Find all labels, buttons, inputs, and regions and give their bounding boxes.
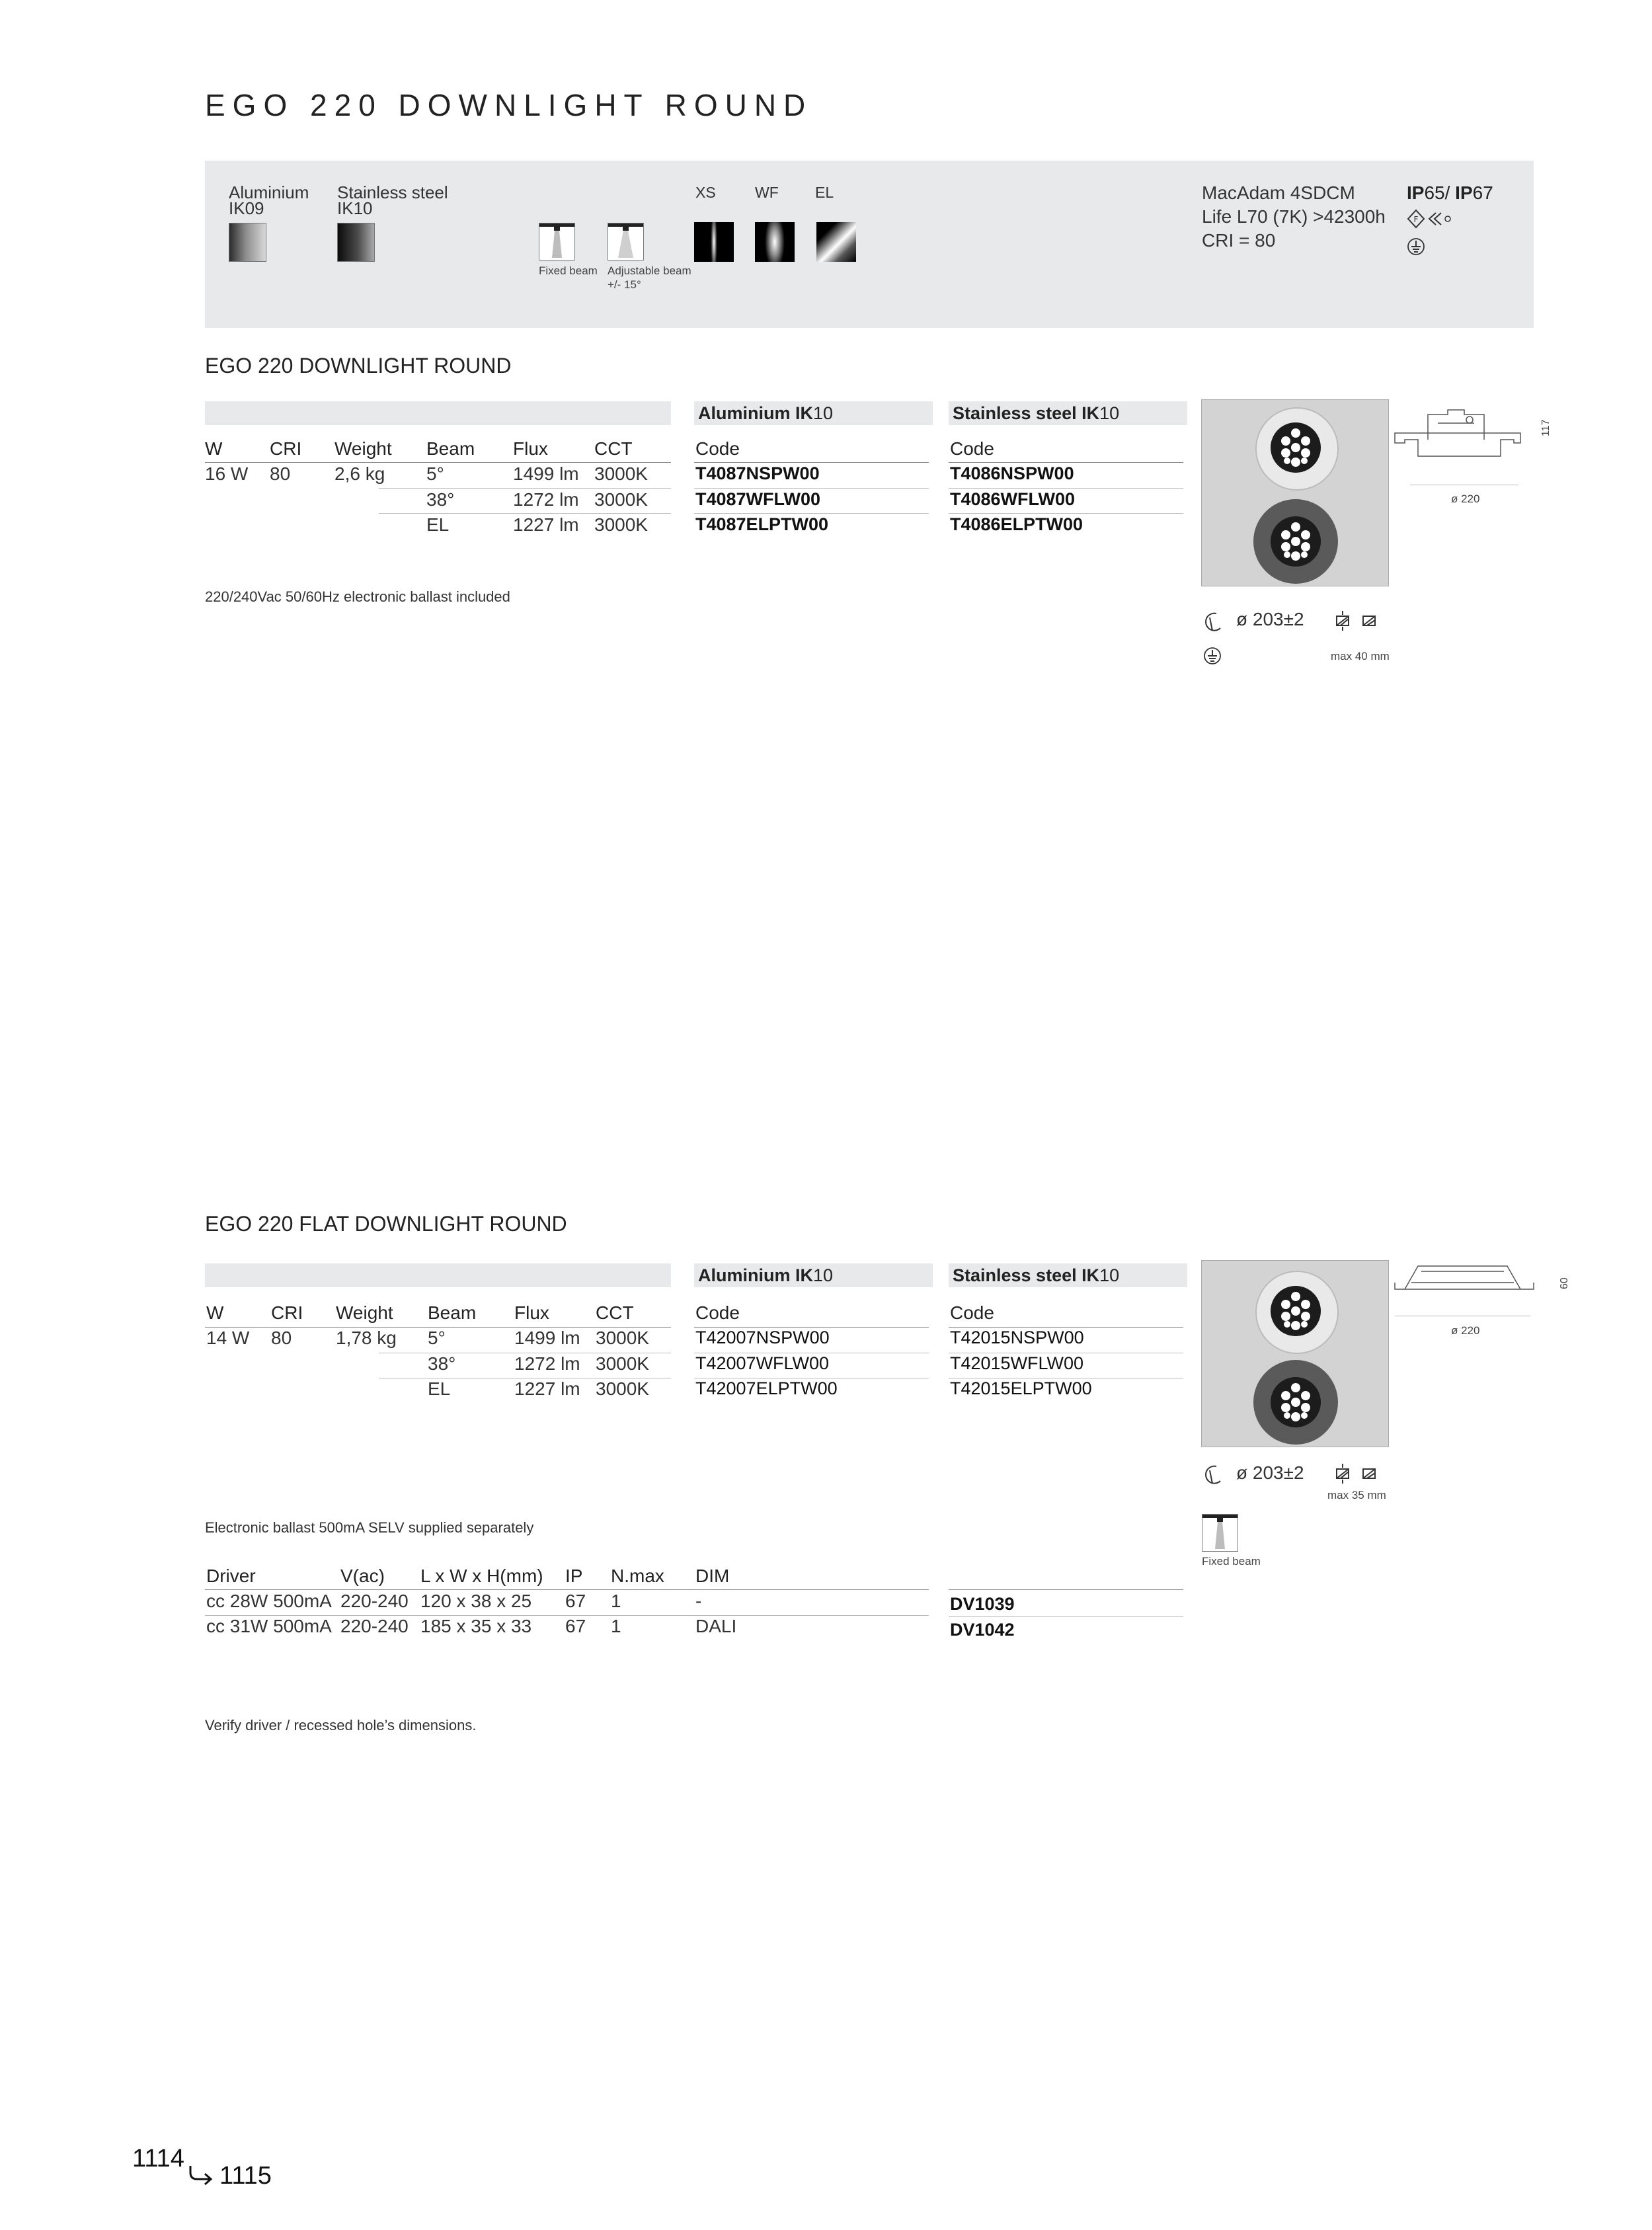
next-page-link[interactable]: 1115 [219,2162,272,2190]
table-cell: 220-240 [340,1616,409,1636]
optic-xs-swatch [694,222,734,262]
ceiling-thickness-icon [1334,1462,1379,1485]
spec-cri: CRI = 80 [1202,230,1276,251]
table-cell: 3000K [596,1378,649,1399]
table-cell: 1272 lm [513,489,579,510]
driver-header-rule [205,1589,929,1590]
s2-col-beam: Beam [428,1302,477,1323]
section2-title: EGO 220 FLAT DOWNLIGHT ROUND [205,1212,567,1236]
s2-alu-code-label: Code [695,1302,740,1323]
table-cell: 1,78 kg [336,1328,397,1348]
product-photo [1201,1260,1389,1447]
continue-arrow-icon [186,2165,214,2186]
table-cell: 1227 lm [513,514,579,535]
product-photo [1201,399,1389,586]
finish-stainless-label: Stainless steel [337,182,448,202]
section1-note: 220/240Vac 50/60Hz electronic ballast included [205,588,510,605]
table-cell: 185 x 35 x 33 [420,1616,532,1636]
spec-macadam: MacAdam 4SDCM [1202,182,1355,203]
driver-code-rule [949,1589,1183,1590]
product-code: T42015NSPW00 [950,1328,1084,1347]
table-cell: 3000K [596,1353,649,1374]
cutout-dimension: ø 203±2 [1236,609,1304,629]
finish-stainless-ik: IK10 [337,198,373,218]
row-divider [379,513,671,514]
row-divider [949,1616,1183,1617]
product-code: T42015WFLW00 [950,1353,1084,1373]
s1-col-weight: Weight [334,438,392,459]
table-cell: 38° [426,489,455,510]
s1-col-flux: Flux [513,438,548,459]
table-cell: EL [428,1378,451,1399]
ceiling-thickness-icon [1334,610,1379,632]
driver-code: DV1042 [950,1620,1015,1640]
s1-alu-rule [694,462,929,463]
table-cell: 14 W [206,1328,250,1348]
certification-icons [1407,209,1473,229]
product-code: T4086NSPW00 [950,463,1074,483]
product-code: T4087ELPTW00 [695,514,829,534]
row-divider [379,488,671,489]
product-code: T4086ELPTW00 [950,514,1083,534]
fixed-beam-icon [539,223,575,260]
s2-ss-code-label: Code [950,1302,994,1323]
table-cell: 80 [271,1328,292,1348]
table-cell: 120 x 38 x 25 [420,1591,532,1611]
table-cell: 5° [426,463,444,484]
technical-drawing [1392,1259,1537,1299]
cutout-icon [1203,611,1223,633]
table-cell: cc 31W 500mA [206,1616,332,1636]
row-divider [949,513,1183,514]
section2-aluminium-header: Aluminium IK10 [694,1263,933,1287]
verify-note: Verify driver / recessed hole’s dimensions. [205,1717,477,1733]
product-code: T42007WFLW00 [695,1353,830,1373]
table-cell: 1 [611,1616,621,1636]
product-code: T4087NSPW00 [695,463,820,483]
svg-text:F: F [1413,215,1419,224]
table-cell: 1 [611,1591,621,1611]
fixed-beam-label: Fixed beam [539,264,598,277]
page-number: 1114 [132,2145,184,2172]
section1-stainless-header: Stainless steel IK10 [949,401,1187,425]
table-cell: EL [426,514,450,535]
driver-col-dim: DIM [695,1566,730,1586]
table-cell: 38° [428,1353,456,1374]
table-cell: 1499 lm [513,463,579,484]
s1-ss-code-label: Code [950,438,994,459]
optic-xs-label: XS [695,184,716,201]
table-cell: 1499 lm [514,1328,580,1348]
s1-alu-code-label: Code [695,438,740,459]
section2-table-header-bar [205,1263,671,1287]
driver-col-dims: L x W x H(mm) [420,1566,543,1586]
stainless-swatch [337,223,375,262]
optic-el-label: EL [815,184,834,201]
table-cell: 3000K [594,463,648,484]
aluminium-swatch [229,223,266,262]
max-thickness: max 40 mm [1331,650,1390,662]
section2-stainless-header: Stainless steel IK10 [949,1263,1187,1287]
section1-title: EGO 220 DOWNLIGHT ROUND [205,354,512,378]
optic-el-swatch [816,222,856,262]
driver-col-ip: IP [565,1566,583,1586]
table-cell: - [695,1591,702,1611]
diameter-dimension: ø 220 [1451,1324,1480,1337]
product-code: T42007NSPW00 [695,1328,830,1347]
max-thickness: max 35 mm [1327,1489,1386,1501]
adjustable-beam-range: +/- 15° [608,278,641,291]
row-divider [949,488,1183,489]
table-cell: 3000K [594,489,648,510]
table-cell: 5° [428,1328,446,1348]
s2-col-weight: Weight [336,1302,393,1323]
section1-table-header-bar [205,401,671,425]
s1-col-beam: Beam [426,438,475,459]
table-cell: 220-240 [340,1591,409,1611]
technical-drawing [1392,407,1524,469]
optic-wf-label: WF [755,184,779,201]
height-dimension: 117 [1540,419,1552,436]
s2-col-w: W [206,1302,224,1323]
section1-aluminium-header: Aluminium IK10 [694,401,933,425]
driver-col-driver: Driver [206,1566,256,1586]
product-code: T4087WFLW00 [695,489,821,509]
s2-col-cri: CRI [271,1302,303,1323]
product-code: T4086WFLW00 [950,489,1076,509]
section2-note: Electronic ballast 500mA SELV supplied separately [205,1519,534,1536]
s1-col-w: W [205,438,223,459]
ground-icon [1407,237,1427,257]
table-cell: 80 [270,463,291,484]
finish-aluminium-ik: IK09 [229,198,264,218]
table-cell: cc 28W 500mA [206,1591,332,1611]
table-cell: 3000K [596,1328,649,1348]
cutout-dimension: ø 203±2 [1236,1462,1304,1483]
table-cell: 67 [565,1591,586,1611]
table-cell: DALI [695,1616,737,1636]
fixed-beam-label: Fixed beam [1202,1555,1261,1568]
adjustable-beam-icon [608,223,644,260]
row-divider [694,513,929,514]
page-title: EGO 220 DOWNLIGHT ROUND [205,88,813,122]
driver-col-vac: V(ac) [340,1566,385,1586]
s1-ss-rule [949,462,1183,463]
table-cell: 67 [565,1616,586,1636]
row-divider [694,488,929,489]
diameter-dimension: ø 220 [1451,493,1480,505]
s2-col-flux: Flux [514,1302,549,1323]
ip-rating: IP65/ IP67 [1407,182,1493,203]
table-cell: 2,6 kg [334,463,385,484]
height-dimension: 60 [1559,1277,1570,1289]
s1-header-rule [205,462,671,463]
cutout-icon [1203,1464,1223,1486]
table-cell: 3000K [594,514,648,535]
s2-col-cct: CCT [596,1302,634,1323]
spec-life: Life L70 (7K) >42300h [1202,206,1386,227]
table-cell: 1227 lm [514,1378,580,1399]
fixed-beam-icon [1202,1514,1238,1552]
product-code: T42015ELPTW00 [950,1378,1092,1398]
table-cell: 16 W [205,463,249,484]
driver-col-nmax: N.max [611,1566,664,1586]
ground-icon [1203,646,1223,666]
table-cell: 1272 lm [514,1353,580,1374]
finish-aluminium-label: Aluminium [229,182,309,202]
product-code: T42007ELPTW00 [695,1378,838,1398]
optic-wf-swatch [755,222,795,262]
driver-code: DV1039 [950,1594,1015,1614]
s1-col-cri: CRI [270,438,302,459]
adjustable-beam-label: Adjustable beam [608,264,691,277]
s1-col-cct: CCT [594,438,633,459]
